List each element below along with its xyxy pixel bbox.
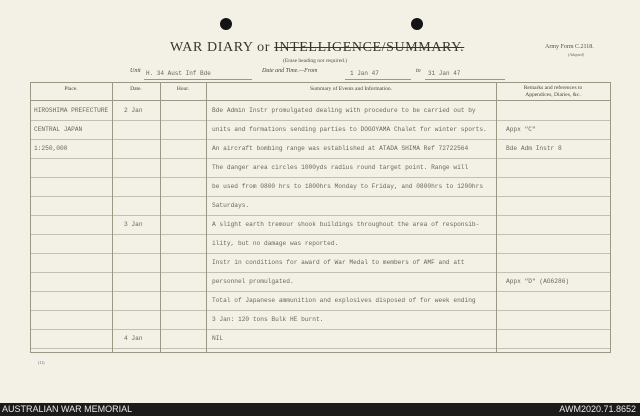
- cell-summary: personnel promulgated.: [212, 278, 294, 285]
- cell-summary: A slight earth tremour shook buildings throughout the area of responsib-: [212, 221, 480, 228]
- footer-mark: (11): [38, 360, 45, 365]
- table-header-border: [30, 100, 610, 101]
- row-rule: [30, 139, 610, 140]
- title-intelligence-summary: INTELLIGENCE/SUMMARY.: [274, 40, 465, 55]
- caption-accession-number: AWM2020.71.8652: [559, 404, 636, 414]
- cell-place: HIROSHIMA PREFECTURE: [34, 107, 109, 114]
- row-rule: [30, 158, 610, 159]
- date-from-value: 1 Jan 47: [350, 70, 379, 77]
- unit-underline: [144, 79, 252, 80]
- army-form-number: Army Form C.2118.: [545, 44, 594, 50]
- cell-date: 2 Jan: [124, 107, 143, 114]
- col-border-place: [112, 82, 113, 353]
- row-rule: [30, 348, 610, 349]
- cell-remarks: Bde Adm Instr 8: [506, 145, 562, 152]
- from-underline: [345, 79, 411, 80]
- cell-summary: Bde Admin Instr promulgated dealing with procedure to be carried out by: [212, 107, 476, 114]
- cell-summary: 3 Jan: 120 tons Bulk HE burnt.: [212, 316, 324, 323]
- col-header-summary: Summary of Events and Information.: [309, 86, 393, 92]
- row-rule: [30, 215, 610, 216]
- cell-place: CENTRAL JAPAN: [34, 126, 83, 133]
- cell-summary: be used from 0800 hrs to 1800hrs Monday to Friday, and 0800hrs to 1200hrs: [212, 183, 484, 190]
- date-label: Date and Time.—From: [262, 68, 318, 74]
- cell-summary: An aircraft bombing range was established at ATADA SHIMA Ref 72722564: [212, 145, 469, 152]
- cell-date: 3 Jan: [124, 221, 143, 228]
- cell-summary: Instr in conditions for award of War Medal to members of AMF and att: [212, 259, 465, 266]
- row-rule: [30, 120, 610, 121]
- row-rule: [30, 177, 610, 178]
- cell-summary: The danger area circles 1000yds radius round target point. Range will: [212, 164, 469, 171]
- table-top-border: [30, 82, 610, 83]
- form-title: [170, 40, 464, 56]
- row-rule: [30, 291, 610, 292]
- col-header-date: Date.: [130, 86, 142, 92]
- title-or: or: [257, 40, 271, 55]
- col-border-right: [610, 82, 611, 353]
- form-subtitle: (Erase heading not required.): [283, 58, 348, 64]
- date-to-value: 31 Jan 47: [428, 70, 461, 77]
- cell-summary: Saturdays.: [212, 202, 250, 209]
- form-adapted-note: (Adapted): [568, 52, 584, 57]
- archive-caption-bar: [0, 403, 640, 416]
- cell-place: 1:250,000: [34, 145, 68, 152]
- caption-source: AUSTRALIAN WAR MEMORIAL: [2, 404, 133, 414]
- col-header-hour: Hour.: [176, 86, 190, 92]
- row-rule: [30, 329, 610, 330]
- row-rule: [30, 310, 610, 311]
- punch-hole-right: [411, 18, 423, 30]
- row-rule: [30, 196, 610, 197]
- cell-remarks: Appx "C": [506, 126, 536, 133]
- to-underline: [425, 79, 505, 80]
- row-rule: [30, 253, 610, 254]
- cell-summary: ility, but no damage was reported.: [212, 240, 339, 247]
- table-bottom-border: [30, 352, 610, 353]
- col-header-remarks-2: Appendices, Diaries, &c.: [525, 92, 581, 98]
- cell-summary: Total of Japanese ammunition and explosives disposed of for week ending: [212, 297, 476, 304]
- col-border-summary: [496, 82, 497, 353]
- cell-date: 4 Jan: [124, 335, 143, 342]
- cell-summary: units and formations sending parties to DOGOYAMA Chalet for winter sports.: [212, 126, 487, 133]
- cell-remarks: Appx "D" (AG6286): [506, 278, 570, 285]
- col-header-remarks-1: Remarks and references to: [523, 85, 583, 91]
- unit-label: Unit: [130, 68, 141, 74]
- title-war-diary: WAR DIARY: [170, 40, 254, 55]
- punch-hole-left: [220, 18, 232, 30]
- row-rule: [30, 272, 610, 273]
- col-border-left: [30, 82, 31, 353]
- cell-summary: NIL: [212, 335, 224, 342]
- row-rule: [30, 234, 610, 235]
- col-header-place: Place.: [64, 86, 78, 92]
- col-border-hour: [206, 82, 207, 353]
- col-border-date: [160, 82, 161, 353]
- to-label: to: [416, 68, 421, 74]
- unit-value: H. 34 Aust Inf Bde: [146, 70, 211, 77]
